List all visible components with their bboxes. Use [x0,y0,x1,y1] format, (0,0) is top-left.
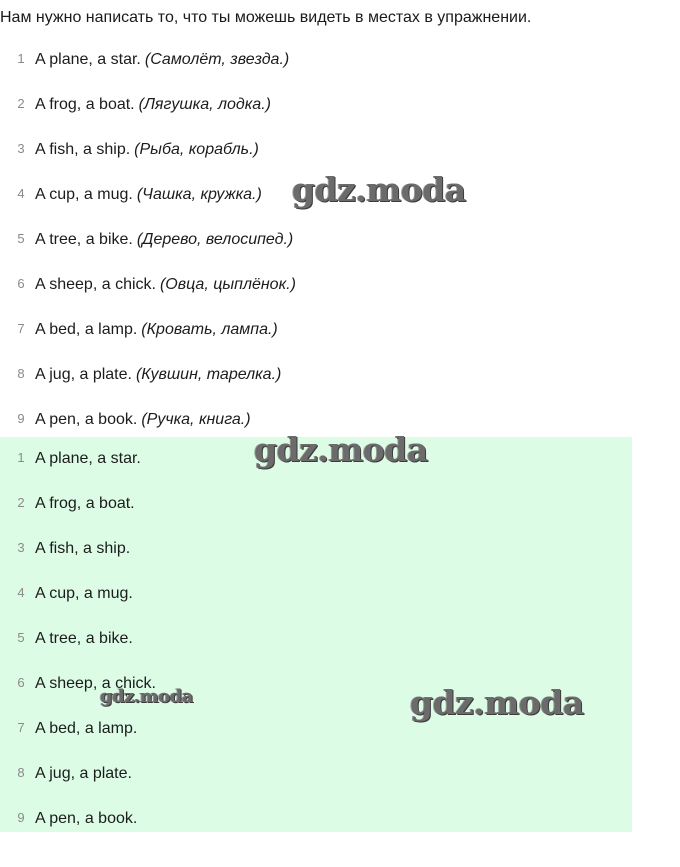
item-russian: (Ручка, книга.) [141,411,251,428]
item-english: A fish, a ship. [35,141,131,158]
item-number: 3 [17,141,25,156]
item-number: 9 [17,810,25,825]
list-item [0,308,632,353]
list-item [0,218,632,263]
item-english: A bed, a lamp. [35,321,138,338]
item-number: 7 [17,720,25,735]
item-russian: (Самолёт, звезда.) [144,51,290,68]
item-russian: (Рыба, корабль.) [134,141,259,158]
item-number: 8 [17,366,25,381]
item-number: 8 [17,765,25,780]
item-number: 4 [17,186,25,201]
item-english: A jug, a plate. [35,366,132,383]
item-number: 4 [17,585,25,600]
item-english: A cup, a mug. [35,186,133,203]
item-russian: (Дерево, велосипед.) [136,231,294,248]
watermark-logo: gdz.moda [410,683,584,722]
item-number: 9 [17,411,25,426]
item-english: A sheep, a chick. [35,675,156,692]
item-number: 2 [17,96,25,111]
list-item [0,527,632,572]
list-item [0,482,632,527]
item-english: A frog, a boat. [35,96,135,113]
item-english: A tree, a bike. [35,231,133,248]
item-number: 6 [17,675,25,690]
item-russian: (Овца, цыплёнок.) [159,276,296,293]
list-item [0,797,632,842]
item-number: 5 [17,630,25,645]
item-english: A plane, a star. [35,51,141,68]
item-english: A frog, a boat. [35,495,135,512]
item-english: A pen, a book. [35,411,138,428]
list-item [0,263,632,308]
item-russian: (Лягушка, лодка.) [138,96,271,113]
intro-text: Нам нужно написать то, что ты можешь видеть в местах в упражнении. [0,9,532,26]
list-item [0,128,632,173]
item-english: A plane, a star. [35,450,141,467]
item-english: A cup, a mug. [35,585,133,602]
item-english: A fish, a ship. [35,540,131,557]
watermark-logo: gdz.moda [100,686,193,707]
item-number: 6 [17,276,25,291]
item-number: 7 [17,321,25,336]
list-item [0,617,632,662]
list-item [0,353,632,398]
list-item [0,38,632,83]
watermark-logo: gdz.moda [254,430,428,469]
list-item [0,572,632,617]
watermark-logo: gdz.moda [292,170,466,209]
item-english: A sheep, a chick. [35,276,156,293]
answer-list [0,437,632,832]
list-item [0,83,632,128]
item-number: 3 [17,540,25,555]
item-russian: (Чашка, кружка.) [136,186,262,203]
item-english: A jug, a plate. [35,765,132,782]
item-number: 1 [17,450,25,465]
item-russian: (Кувшин, тарелка.) [135,366,282,383]
item-number: 2 [17,495,25,510]
item-english: A pen, a book. [35,810,138,827]
item-english: A tree, a bike. [35,630,133,647]
item-english: A bed, a lamp. [35,720,138,737]
item-russian: (Кровать, лампа.) [141,321,278,338]
item-number: 5 [17,231,25,246]
translation-list [0,38,632,443]
list-item [0,752,632,797]
item-number: 1 [17,51,25,66]
